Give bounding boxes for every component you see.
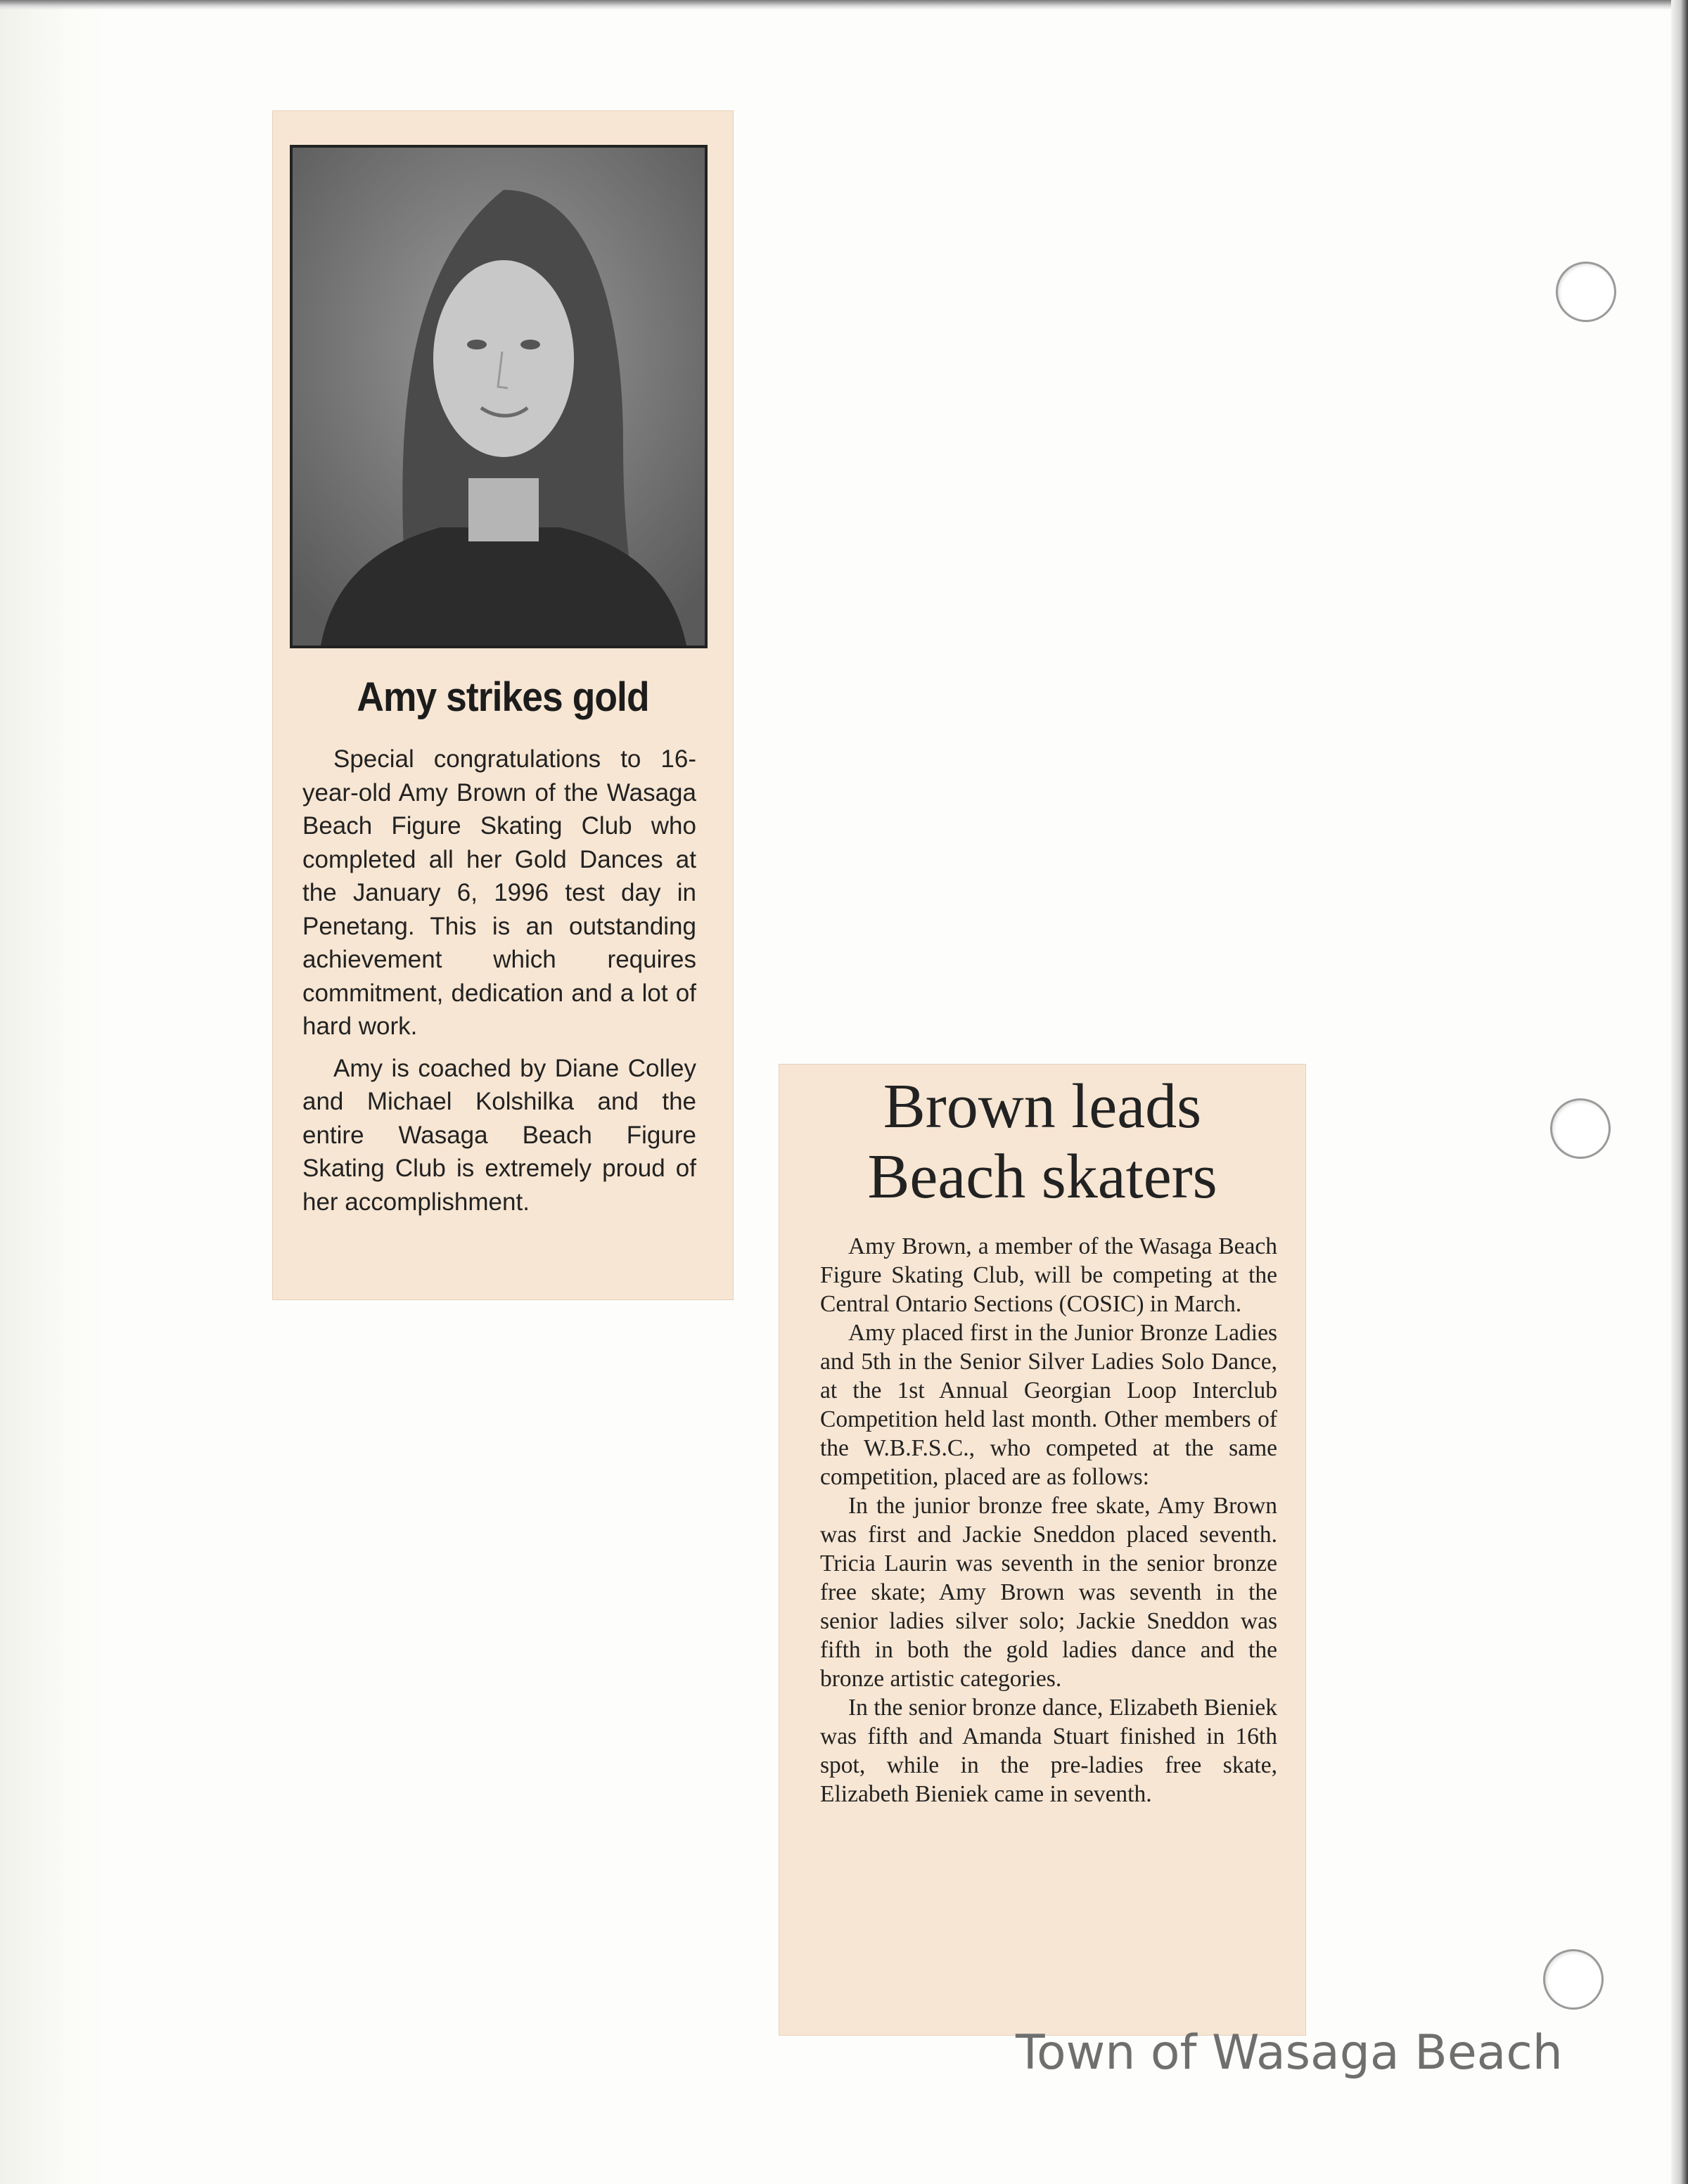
paragraph: Special congratulations to 16-year-old Amy Brown of the Wasaga Beach Figure Skating Club who completed all her Gold Dances at the January 6, 1996 test day in Penetang. This is an outstanding achievement which requires commitment, dedication and a lot of hard work. <box>302 745 696 1040</box>
headline-line: Brown leads <box>883 1072 1202 1141</box>
page-edge-right <box>1671 0 1688 2184</box>
page-edge-left <box>0 0 106 2184</box>
clipping-brown-leads-beach-skaters <box>779 1065 1305 2035</box>
paragraph: In the senior bronze dance, Elizabeth Bieniek was fifth and Amanda Stuart finished in 16th spot, while in the pre-ladies free skate, Elizabeth Bieniek came in seventh. <box>820 1695 1277 1807</box>
paragraph: Amy placed first in the Junior Bronze Ladies and 5th in the Senior Silver Ladies Solo Dance, at the 1st Annual Georgian Loop Interclub Competition held last month. Other members of the W.B.F.S.C., who competed at the same competition, placed are as follows: <box>820 1320 1277 1490</box>
paragraph: Amy Brown, a member of the Wasaga Beach Figure Skating Club, will be competing at the Central Ontario Sections (COSIC) in March. <box>820 1233 1277 1317</box>
article-body <box>302 743 696 1219</box>
binder-hole-top <box>1556 262 1616 322</box>
binder-hole-middle <box>1550 1098 1611 1159</box>
paragraph: In the junior bronze free skate, Amy Brown was first and Jackie Sneddon placed seventh. Tricia Laurin was seventh in the senior bronze free skate; Amy Brown was seventh in the senior ladies silver solo; Jackie Sneddon was fifth in both the gold ladies dance and the bronze artistic categories. <box>820 1493 1277 1692</box>
headline: Amy strikes gold <box>357 674 649 720</box>
headline-line: Beach skaters <box>867 1142 1217 1212</box>
page-edge-top <box>0 0 1688 10</box>
binder-hole-bottom <box>1543 1949 1604 2010</box>
portrait-image <box>293 148 705 645</box>
clipping-amy-strikes-gold <box>273 111 733 1299</box>
paragraph: Amy is coached by Diane Colley and Michael Kolshilka and the entire Wasaga Beach Figure Skating Club is extremely proud of her accomplishment. <box>302 1054 696 1216</box>
article-body <box>820 1232 1277 1809</box>
portrait-photo <box>290 145 708 648</box>
watermark: Town of Wasaga Beach <box>1016 2025 1563 2081</box>
headline <box>779 1072 1305 1212</box>
